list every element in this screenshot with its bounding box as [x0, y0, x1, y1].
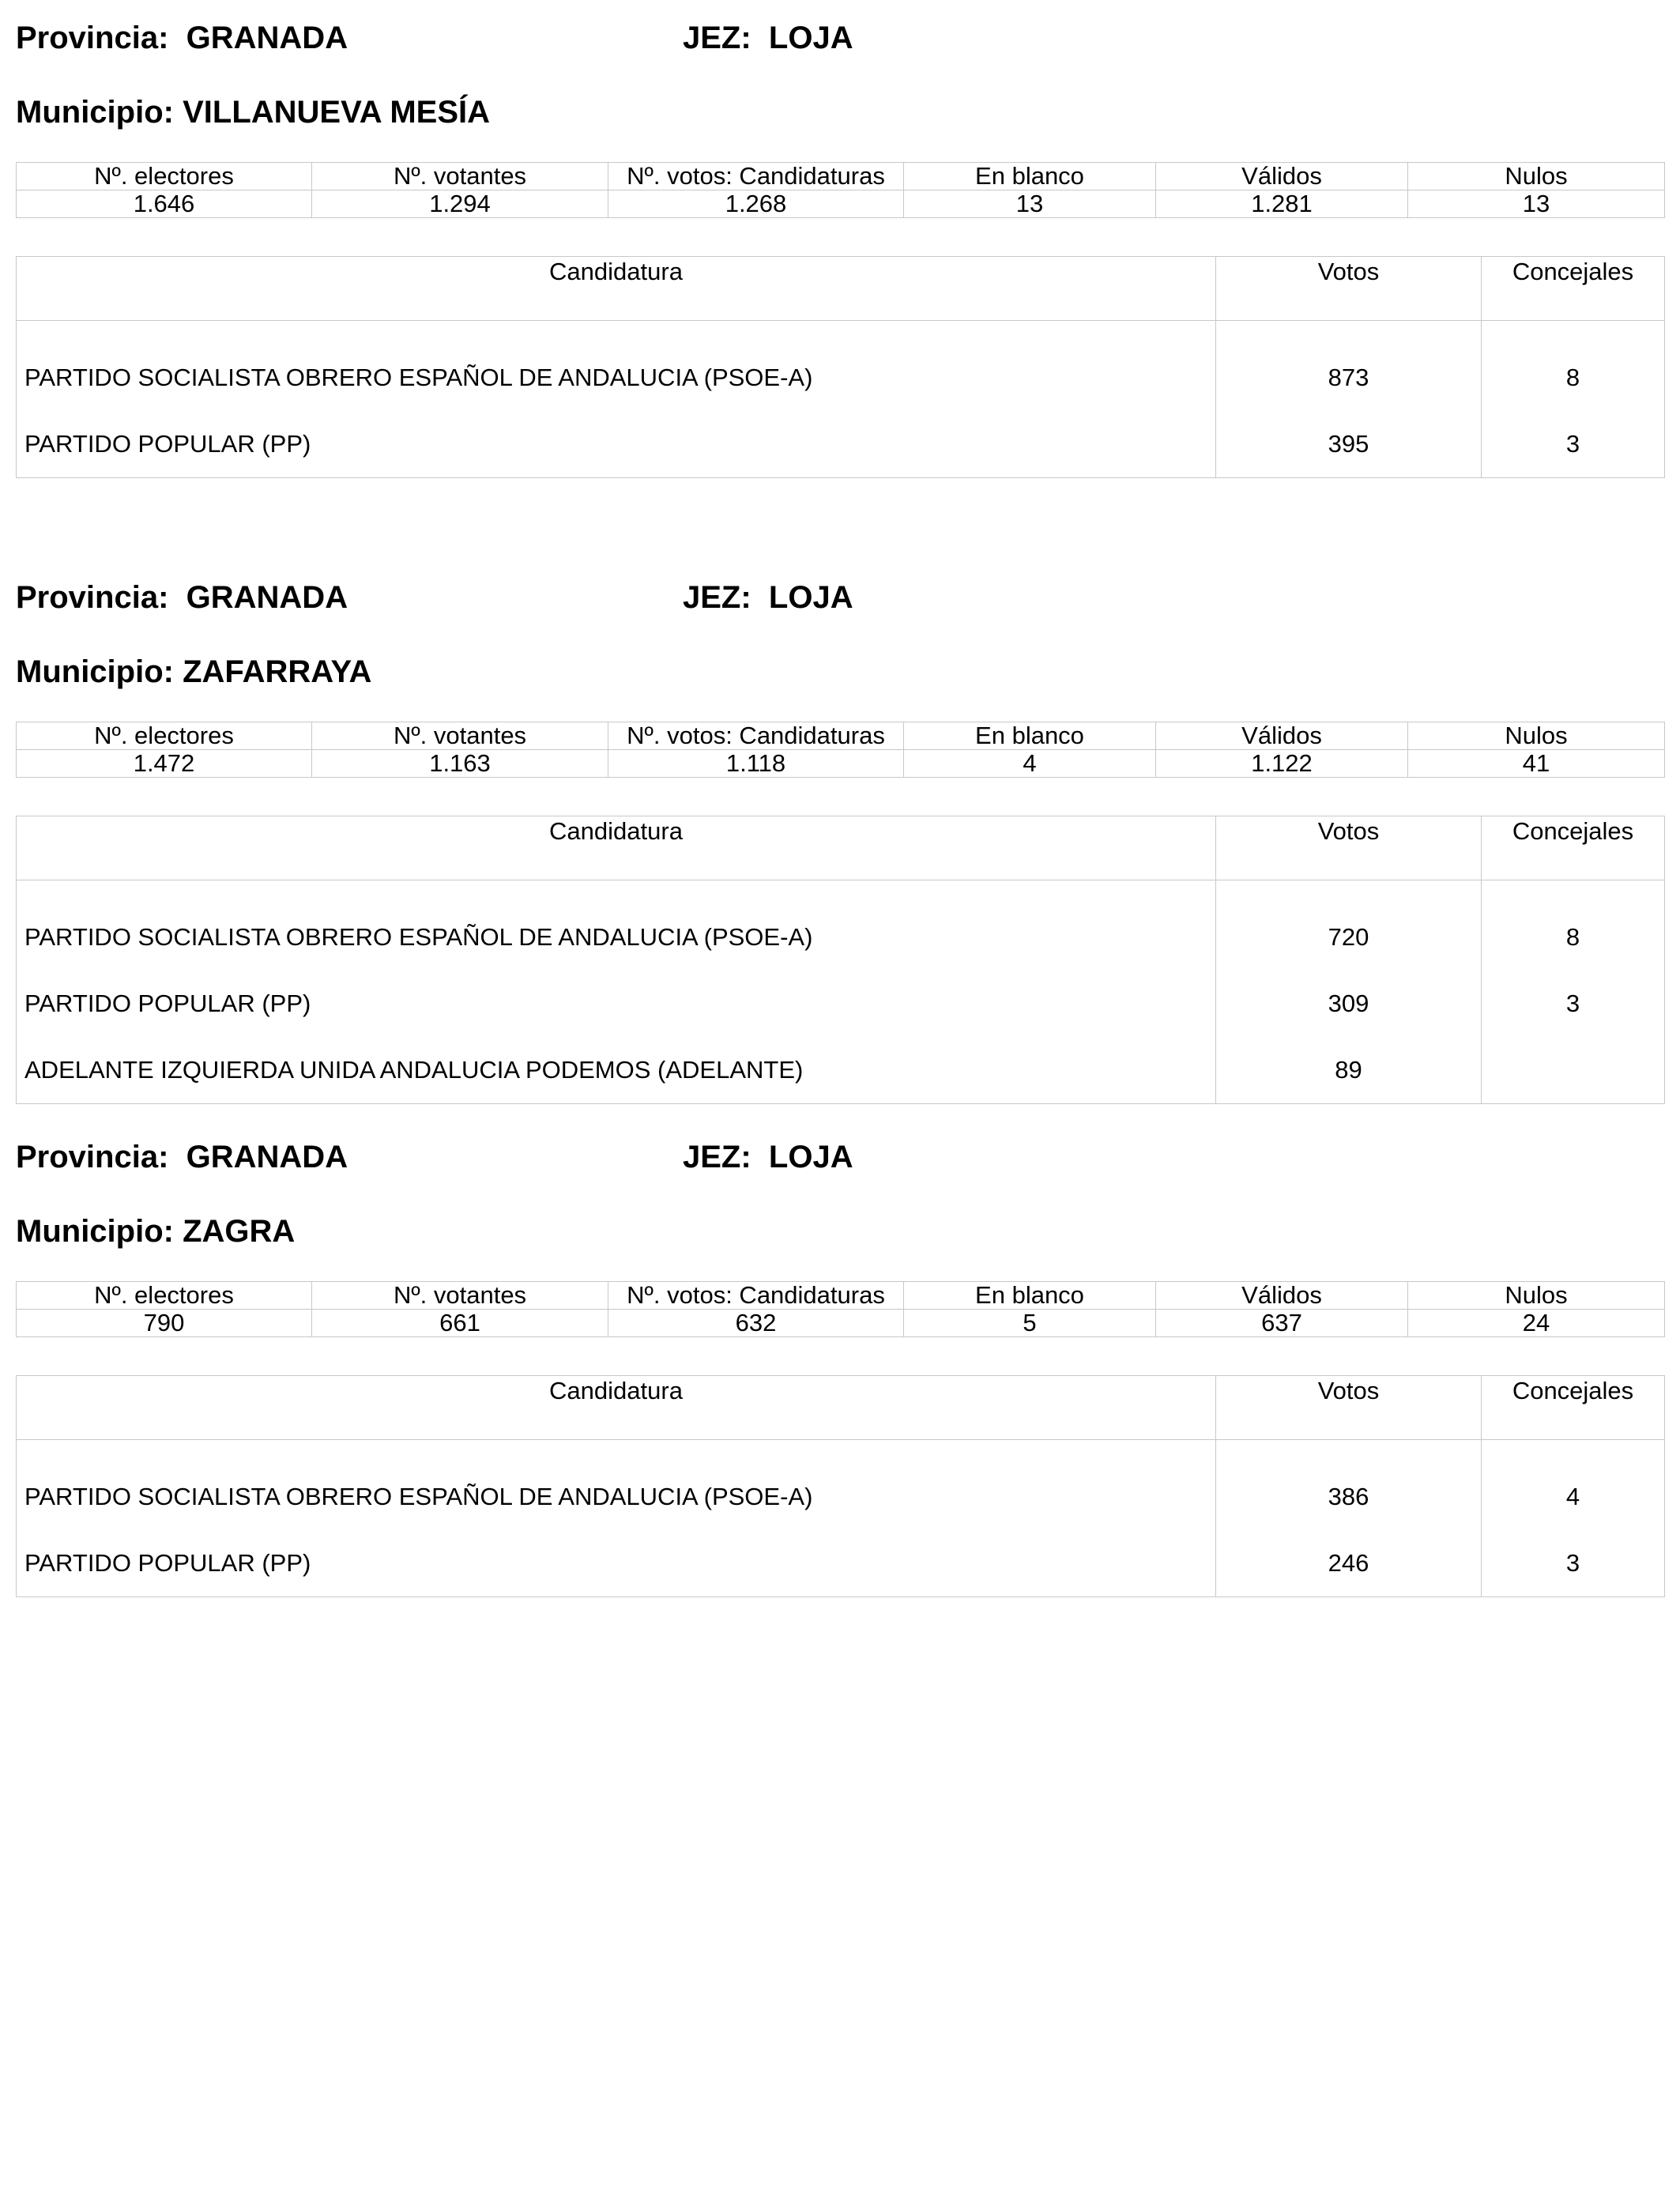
- candidatura-header: Candidatura: [17, 257, 1216, 321]
- candidatura-name: PARTIDO POPULAR (PP): [17, 1530, 1216, 1597]
- summary-value-cell: 1.163: [312, 750, 608, 778]
- summary-header-cell: Válidos: [1156, 722, 1408, 750]
- summary-header-cell: Nulos: [1408, 1282, 1665, 1310]
- summary-header-row: [17, 163, 1665, 190]
- candidatura-header: Candidatura: [17, 1376, 1216, 1440]
- summary-header-cell: Nulos: [1408, 163, 1665, 190]
- table-row: [17, 411, 1665, 478]
- candidatura-concejales: 3: [1482, 971, 1665, 1037]
- municipio-block: [16, 1138, 1664, 1597]
- candidaturas-header-row: [17, 1376, 1665, 1440]
- candidatura-concejales: 4: [1482, 1440, 1665, 1531]
- summary-value-row: [17, 1310, 1665, 1337]
- municipio-block: [16, 19, 1664, 478]
- jez-line: JEZ: LOJA: [683, 580, 853, 615]
- summary-value-row: [17, 190, 1665, 218]
- provincia-line: Provincia: GRANADA: [16, 580, 348, 615]
- candidaturas-table: [16, 256, 1665, 478]
- table-row: [17, 321, 1665, 412]
- candidatura-concejales: [1482, 1037, 1665, 1104]
- votos-header: Votos: [1216, 257, 1482, 321]
- summary-value-cell: 41: [1408, 750, 1665, 778]
- candidatura-header: Candidatura: [17, 816, 1216, 880]
- summary-value-cell: 1.281: [1156, 190, 1408, 218]
- candidaturas-header-row: [17, 816, 1665, 880]
- summary-header-cell: Nº. votantes: [312, 722, 608, 750]
- table-row: [17, 880, 1665, 971]
- jez-line: JEZ: LOJA: [683, 21, 853, 55]
- candidaturas-table: [16, 1375, 1665, 1597]
- block-header: [16, 579, 1664, 616]
- summary-header-cell: Nº. votantes: [312, 1282, 608, 1310]
- summary-header-row: [17, 722, 1665, 750]
- candidaturas-table: [16, 816, 1665, 1104]
- summary-header-cell: En blanco: [904, 1282, 1156, 1310]
- summary-value-cell: 632: [608, 1310, 904, 1337]
- candidatura-votos: 873: [1216, 321, 1482, 412]
- municipio-line: Municipio: ZAFARRAYA: [16, 654, 372, 689]
- summary-value-cell: 1.472: [17, 750, 312, 778]
- summary-header-cell: En blanco: [904, 163, 1156, 190]
- provincia-value: GRANADA: [186, 1140, 348, 1174]
- municipio-value: VILLANUEVA MESÍA: [183, 95, 490, 130]
- candidatura-name: ADELANTE IZQUIERDA UNIDA ANDALUCIA PODEMOS (ADELANTE): [17, 1037, 1216, 1104]
- concejales-header: Concejales: [1482, 816, 1665, 880]
- summary-table: [16, 162, 1665, 218]
- summary-header-cell: Nº. votantes: [312, 163, 608, 190]
- candidatura-votos: 89: [1216, 1037, 1482, 1104]
- summary-value-cell: 1.268: [608, 190, 904, 218]
- summary-header-cell: Válidos: [1156, 163, 1408, 190]
- candidatura-votos: 246: [1216, 1530, 1482, 1597]
- candidatura-votos: 386: [1216, 1440, 1482, 1531]
- summary-header-cell: En blanco: [904, 722, 1156, 750]
- votos-header: Votos: [1216, 816, 1482, 880]
- summary-value-cell: 661: [312, 1310, 608, 1337]
- summary-value-cell: 1.118: [608, 750, 904, 778]
- table-row: [17, 971, 1665, 1037]
- votos-header: Votos: [1216, 1376, 1482, 1440]
- jez-line: JEZ: LOJA: [683, 1140, 853, 1174]
- candidatura-votos: 720: [1216, 880, 1482, 971]
- summary-value-cell: 1.122: [1156, 750, 1408, 778]
- provincia-value: GRANADA: [186, 21, 348, 55]
- summary-header-cell: Nº. votos: Candidaturas: [608, 722, 904, 750]
- provincia-line: Provincia: GRANADA: [16, 1140, 348, 1174]
- provincia-line: Provincia: GRANADA: [16, 21, 348, 55]
- candidatura-concejales: 8: [1482, 321, 1665, 412]
- municipio-line: Municipio: VILLANUEVA MESÍA: [16, 95, 490, 130]
- summary-header-cell: Nº. votos: Candidaturas: [608, 1282, 904, 1310]
- summary-value-cell: 637: [1156, 1310, 1408, 1337]
- summary-header-cell: Nº. electores: [17, 1282, 312, 1310]
- candidatura-votos: 395: [1216, 411, 1482, 478]
- jez-value: LOJA: [768, 21, 853, 55]
- candidatura-name: PARTIDO POPULAR (PP): [17, 971, 1216, 1037]
- summary-value-cell: 5: [904, 1310, 1156, 1337]
- candidatura-name: PARTIDO SOCIALISTA OBRERO ESPAÑOL DE ANDALUCIA (PSOE-A): [17, 1440, 1216, 1531]
- block-header: [16, 1138, 1664, 1176]
- candidatura-name: PARTIDO SOCIALISTA OBRERO ESPAÑOL DE ANDALUCIA (PSOE-A): [17, 880, 1216, 971]
- municipio-value: ZAGRA: [183, 1214, 296, 1249]
- concejales-header: Concejales: [1482, 257, 1665, 321]
- block-header: [16, 19, 1664, 57]
- candidatura-name: PARTIDO SOCIALISTA OBRERO ESPAÑOL DE ANDALUCIA (PSOE-A): [17, 321, 1216, 412]
- municipio-line: Municipio: ZAGRA: [16, 1214, 296, 1249]
- table-row: [17, 1037, 1665, 1104]
- table-row: [17, 1530, 1665, 1597]
- summary-header-cell: Válidos: [1156, 1282, 1408, 1310]
- candidatura-name: PARTIDO POPULAR (PP): [17, 411, 1216, 478]
- summary-value-cell: 13: [904, 190, 1156, 218]
- summary-value-cell: 1.646: [17, 190, 312, 218]
- summary-value-cell: 24: [1408, 1310, 1665, 1337]
- candidatura-concejales: 8: [1482, 880, 1665, 971]
- summary-value-cell: 1.294: [312, 190, 608, 218]
- summary-value-cell: 790: [17, 1310, 312, 1337]
- jez-value: LOJA: [768, 580, 853, 615]
- summary-value-cell: 4: [904, 750, 1156, 778]
- summary-header-cell: Nº. electores: [17, 722, 312, 750]
- candidatura-votos: 309: [1216, 971, 1482, 1037]
- summary-header-cell: Nº. electores: [17, 163, 312, 190]
- summary-value-cell: 13: [1408, 190, 1665, 218]
- municipio-value: ZAFARRAYA: [183, 654, 372, 689]
- candidatura-concejales: 3: [1482, 1530, 1665, 1597]
- candidaturas-header-row: [17, 257, 1665, 321]
- provincia-value: GRANADA: [186, 580, 348, 615]
- summary-table: [16, 722, 1665, 778]
- municipio-block: [16, 579, 1664, 1104]
- table-row: [17, 1440, 1665, 1531]
- summary-header-cell: Nulos: [1408, 722, 1665, 750]
- summary-header-row: [17, 1282, 1665, 1310]
- concejales-header: Concejales: [1482, 1376, 1665, 1440]
- summary-table: [16, 1281, 1665, 1337]
- summary-value-row: [17, 750, 1665, 778]
- candidatura-concejales: 3: [1482, 411, 1665, 478]
- summary-header-cell: Nº. votos: Candidaturas: [608, 163, 904, 190]
- jez-value: LOJA: [768, 1140, 853, 1174]
